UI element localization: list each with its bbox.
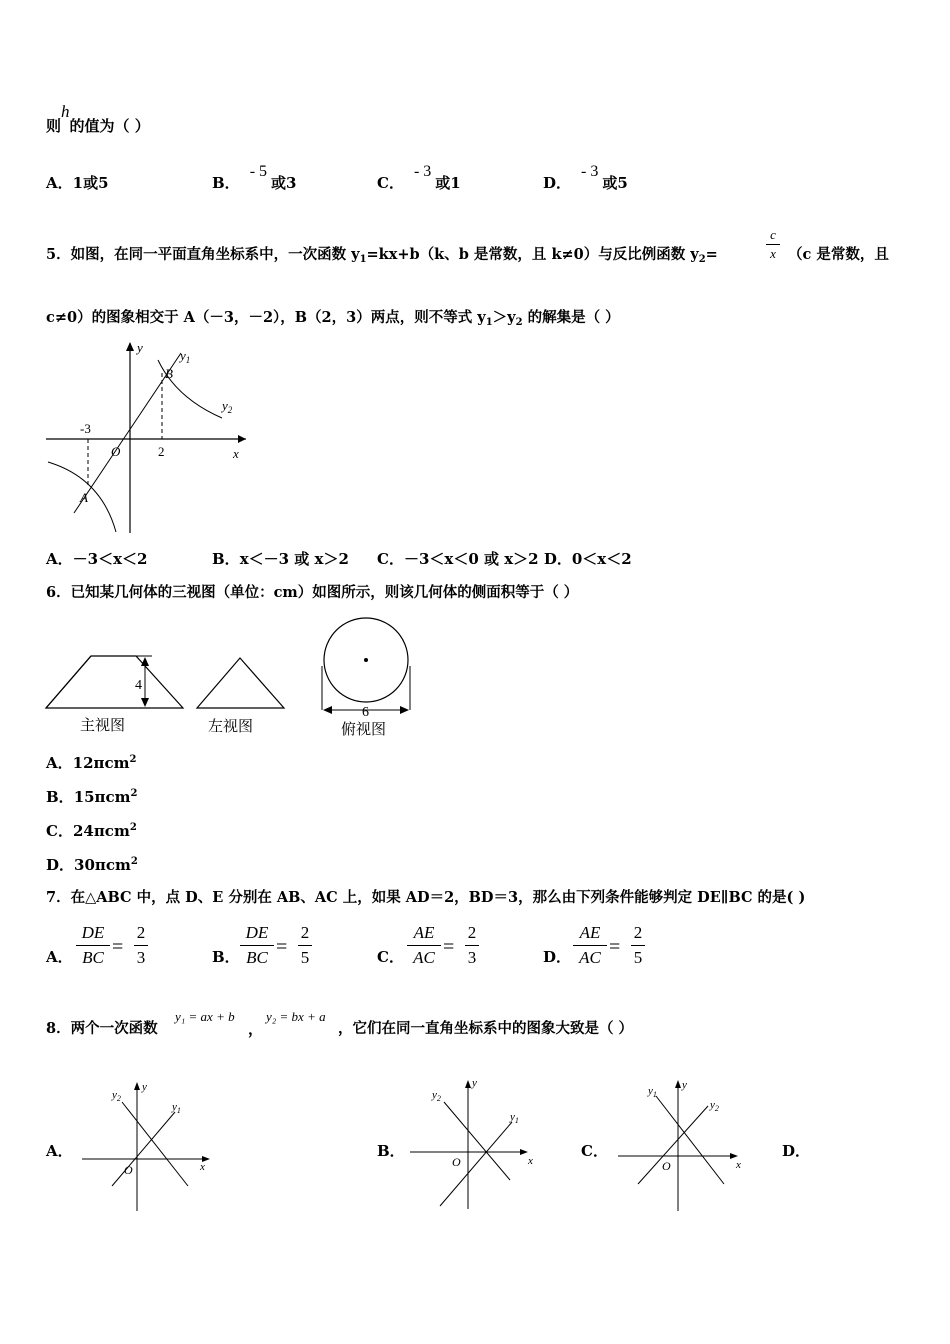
svg-text:x: x bbox=[528, 1155, 533, 1167]
svg-text:y2: $y_2$ bbox=[710, 1099, 719, 1113]
q8-stem-end: ，它们在同一直角坐标系中的图象大致是（ ） bbox=[338, 1020, 634, 1037]
width-value: 6 bbox=[362, 705, 369, 720]
q7-stem: 7．在△ABC 中，点 D、E 分别在 AB、AC 上，如果 AD＝2，BD＝3，那么由下列条件能够判定 DE∥BC 的是( ) bbox=[46, 889, 806, 906]
q8-option-d-label[interactable]: D． bbox=[782, 1142, 811, 1160]
point-b-label: B bbox=[165, 366, 173, 381]
svg-text:x: x bbox=[200, 1161, 205, 1173]
y1-label: $y_1$ bbox=[180, 348, 191, 365]
q6-side-view bbox=[194, 646, 294, 746]
q8-comma: ， bbox=[248, 1020, 264, 1038]
side-view-shape bbox=[197, 658, 284, 708]
front-view-label: 主视图 bbox=[80, 718, 126, 734]
q8-graph-b[interactable] bbox=[408, 1074, 548, 1214]
q6-option-c[interactable]: C．24πcm$^2$ bbox=[46, 822, 137, 840]
q5-frac: c x bbox=[766, 228, 780, 260]
q5-option-c[interactable]: C．－3＜x＜0 或 x＞2 D．0＜x＜2 bbox=[377, 550, 632, 568]
q5-graph bbox=[46, 338, 256, 538]
q8-option-c-label[interactable]: C． bbox=[581, 1142, 608, 1160]
q6-option-a[interactable]: A．12πcm$^2$ bbox=[46, 754, 137, 772]
svg-text:O: O bbox=[662, 1159, 671, 1173]
y-label: y bbox=[137, 340, 143, 355]
svg-text:O: O bbox=[452, 1155, 461, 1169]
q4-option-c[interactable]: C．- 3或1 bbox=[377, 163, 461, 192]
q5-stem-line1: 5．如图，在同一平面直角坐标系中，一次函数 $y_1=kx+b(k$、b 是常数，且 k≠0）与反比例函数 $y_2=$ bbox=[46, 246, 718, 265]
svg-text:y1: $y_1$ bbox=[648, 1085, 657, 1099]
q6-option-b[interactable]: B．15πcm$^2$ bbox=[46, 788, 138, 806]
tick-neg3: -3 bbox=[80, 421, 91, 436]
q6-stem: 6．已知某几何体的三视图（单位：cm）如图所示，则该几何体的侧面积等于（ ） bbox=[46, 584, 579, 601]
q4-option-a[interactable]: A．1或5 bbox=[46, 174, 109, 192]
side-view-label: 左视图 bbox=[208, 719, 254, 735]
svg-text:y2: $y_2$ bbox=[432, 1089, 441, 1103]
q8-stem-start: 8．两个一次函数 bbox=[46, 1020, 158, 1037]
q8-option-a-label[interactable]: A． bbox=[46, 1142, 73, 1160]
line-y1 bbox=[440, 1122, 512, 1206]
y-axis-arrow bbox=[126, 342, 134, 351]
origin-label: O bbox=[111, 444, 121, 459]
q7-option-b-label[interactable]: B． bbox=[212, 948, 240, 966]
q5-option-b[interactable]: B．x＜－3 或 x＞2 bbox=[212, 550, 349, 568]
svg-text:O: O bbox=[124, 1163, 133, 1177]
svg-text:y1: $y_1$ bbox=[172, 1101, 181, 1115]
q8-option-b-label[interactable]: B． bbox=[377, 1142, 405, 1160]
q7-option-d-label[interactable]: D． bbox=[543, 948, 572, 966]
q8-function-1: y₁ = ax + b bbox=[175, 1009, 235, 1024]
q6-front-view bbox=[44, 646, 164, 746]
svg-text:y: y bbox=[682, 1079, 687, 1091]
q5-option-a[interactable]: A．－3＜x＜2 bbox=[46, 550, 148, 568]
tick-2: 2 bbox=[158, 444, 165, 459]
svg-text:y: y bbox=[472, 1077, 477, 1089]
svg-text:y2: $y_2$ bbox=[112, 1089, 121, 1103]
q4-stem: 则h的值为（ ） bbox=[46, 102, 150, 135]
q6-option-d[interactable]: D．30πcm$^2$ bbox=[46, 856, 138, 874]
q5-stem-line2: c≠0）的图象相交于 A（－3，－2），B（2，3）两点，则不等式 $y_1>y_2$ 的解集是（ ） bbox=[46, 309, 620, 328]
svg-text:y: y bbox=[142, 1081, 147, 1093]
q8-graph-c[interactable] bbox=[616, 1076, 756, 1216]
q6-top-view bbox=[318, 614, 428, 744]
x-label: x bbox=[233, 446, 239, 461]
front-view-inner-left bbox=[46, 656, 91, 708]
q4-option-b[interactable]: B．- 5或3 bbox=[212, 163, 297, 192]
top-view-label: 俯视图 bbox=[341, 722, 387, 738]
x-axis-arrow bbox=[238, 435, 246, 443]
q7-option-c-label[interactable]: C． bbox=[377, 948, 404, 966]
top-view-center bbox=[364, 658, 368, 662]
height-value: 4 bbox=[135, 678, 142, 693]
point-a-label: A bbox=[80, 490, 88, 505]
line-y1 bbox=[112, 1112, 175, 1186]
svg-text:x: x bbox=[736, 1159, 741, 1171]
q8-function-2: y₂ = bx + a bbox=[266, 1009, 326, 1024]
q8-graph-a[interactable] bbox=[80, 1076, 220, 1216]
y2-label: $y_2$ bbox=[222, 398, 233, 415]
q5-stem-line1-end: （c 是常数，且 bbox=[788, 246, 889, 263]
q7-option-a-label[interactable]: A． bbox=[46, 948, 73, 966]
front-view-shape bbox=[46, 656, 183, 708]
svg-text:y1: $y_1$ bbox=[510, 1111, 519, 1125]
q4-option-d[interactable]: D．- 3或5 bbox=[543, 163, 628, 192]
